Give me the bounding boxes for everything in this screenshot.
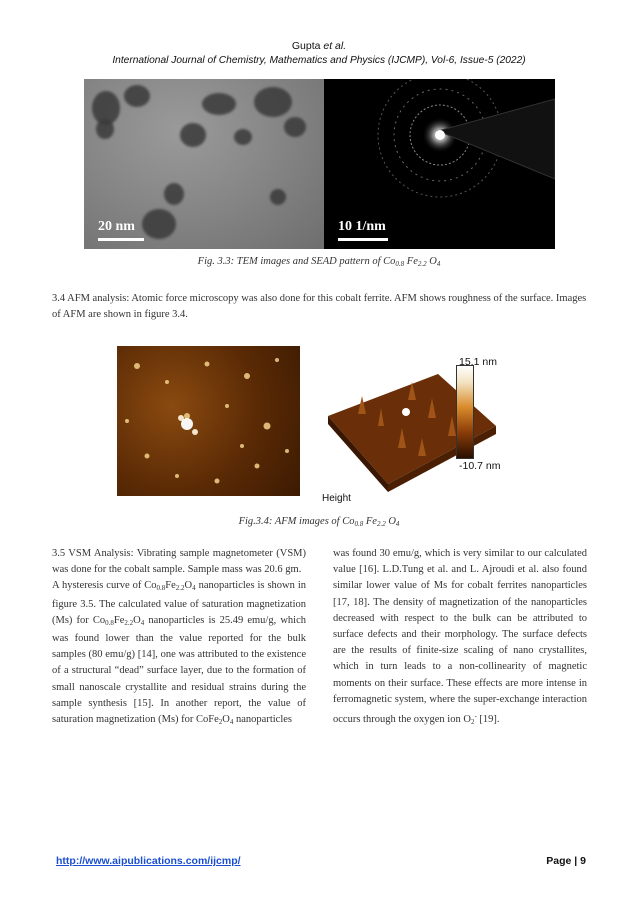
author-name: Gupta	[291, 40, 321, 52]
sead-scale-bar	[338, 238, 388, 241]
afm-3d-image	[318, 356, 502, 496]
afm-2d-texture	[117, 346, 300, 496]
tem-scale-bar	[98, 238, 144, 241]
afm-analysis-paragraph: 3.4 AFM analysis: Atomic force microscopy was also done for this cobalt ferrite. AFM shows roughness of the surface. Images of AFM are shown in figure 3.4.	[52, 293, 587, 320]
tem-image	[84, 79, 324, 249]
vsm-left-column	[52, 546, 306, 730]
vsm-paragraph-2: A hysteresis curve of $Co_{0.8}Fe_{2.2}O_4$ nanoparticles is shown in figure 3.5. The calculated value of saturation magnetization (Ms) for $Co_{0.8}Fe_{2.2}O_4$ nanoparticles is 25.49 emu/g, which was found lower than the value reported for the bulk samples (80 emu/g) [14], one was attributed to the existence of a structural “dead” surface layer, due to the formation of small nanoscale crystallite and residual strains during the sample synthesis [15]. In another report, the value of saturation magnetization (Ms) for $CoFe_2O_4$ nanoparticles	[52, 580, 306, 727]
page-number: Page | 9	[546, 855, 586, 867]
tem-scale-label: 20 nm	[98, 219, 135, 234]
vsm-paragraph-3: was found 30 emu/g, which is very similar to our calculated value [16]. L.D.Tung et al. and L. Ajroudi et al. also found similar lower value of Ms for cobalt ferrites nanoparticles [17, 18]. The density of magnetization of the nanoparticles decreased with respect to the bulk can be attributed to surface defects and their morphology. The surface defects are the results of finite-size scaling of nano crystallites, which in turn leads to a non-collinearity of magnetic moments on their surface. These effects are more intense in ferromagnetic system, where the super-exchange interaction occurs through the oxygen ion $O_2^-$ [19].	[333, 548, 587, 727]
figure-3-3-caption: Fig. 3.3: TEM images and SEAD pattern of $Co_{0.8}$ $Fe_{2.2}$ $O_4$	[197, 256, 441, 268]
colorbar-max-label: 15.1 nm	[459, 356, 497, 368]
afm-2d-image	[117, 346, 300, 496]
afm-3d-surface	[318, 356, 502, 496]
vsm-paragraph-1: 3.5 VSM Analysis: Vibrating sample magnetometer (VSM) was done for the cobalt sample. Sample mass was 20.6 gm.	[52, 548, 306, 576]
author-etal: et al.	[323, 40, 347, 52]
height-label: Height	[322, 493, 351, 504]
journal-title: International Journal of Chemistry, Mathematics and Physics (IJCMP), Vol-6, Issue-5 (2022)	[112, 55, 526, 66]
journal-url-link[interactable]: http://www.aipublications.com/ijcmp/	[56, 855, 241, 867]
running-header-author	[0, 40, 638, 52]
sead-pattern	[324, 79, 555, 249]
afm-height-colorbar	[456, 365, 474, 459]
colorbar-min-label: -10.7 nm	[459, 460, 501, 472]
vsm-right-column	[333, 546, 587, 730]
figure-3-4-caption: Fig.3.4: AFM images of $Co_{0.8}$ $Fe_{2.2}$ $O_4$	[238, 516, 400, 528]
sead-scale-label: 10 1/nm	[338, 219, 386, 234]
